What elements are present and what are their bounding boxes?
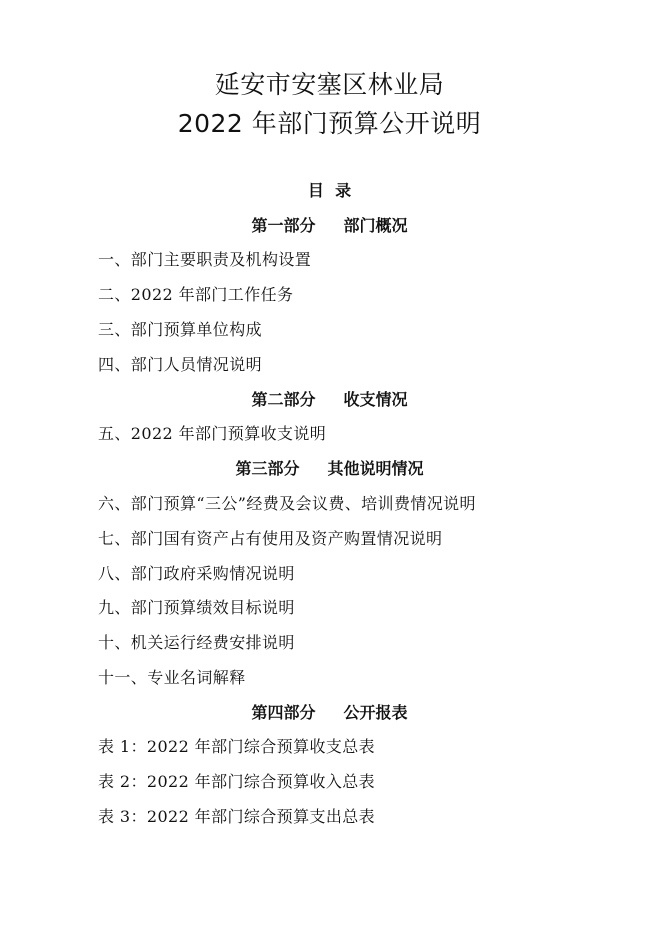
toc-item-7: 七、部门国有资产占有使用及资产购置情况说明 (98, 529, 443, 548)
part-1-name: 部门概况 (343, 216, 408, 235)
toc-item-1: 一、部门主要职责及机构设置 (98, 250, 312, 269)
document-title-line1: 延安市安塞区林业局 (214, 70, 445, 99)
part-2-heading (0, 390, 659, 410)
part-2-number: 第二部分 (251, 390, 316, 409)
toc-item-9: 九、部门预算绩效目标说明 (98, 598, 295, 617)
part-3-heading (0, 459, 659, 479)
toc-item-8: 八、部门政府采购情况说明 (98, 564, 295, 583)
document-title-line2: 2022 年部门预算公开说明 (177, 109, 482, 138)
toc-item-4: 四、部门人员情况说明 (98, 355, 263, 374)
part-4-name: 公开报表 (343, 703, 408, 722)
toc-item-10: 十、机关运行经费安排说明 (98, 633, 295, 652)
toc-item-5: 五、2022 年部门预算收支说明 (98, 424, 327, 443)
toc-item-6: 六、部门预算“三公”经费及会议费、培训费情况说明 (98, 494, 476, 513)
toc-item-2: 二、2022 年部门工作任务 (98, 285, 294, 304)
part-1-heading (0, 216, 659, 236)
toc-item-table-2: 表 2：2022 年部门综合预算收入总表 (98, 772, 376, 791)
toc-item-table-3: 表 3：2022 年部门综合预算支出总表 (98, 807, 376, 826)
part-1-number: 第一部分 (251, 216, 316, 235)
part-3-name: 其他说明情况 (327, 459, 424, 478)
toc-item-3: 三、部门预算单位构成 (98, 320, 263, 339)
toc-item-11: 十一、专业名词解释 (98, 668, 246, 687)
part-4-heading (0, 703, 659, 723)
part-4-number: 第四部分 (251, 703, 316, 722)
toc-item-table-1: 表 1：2022 年部门综合预算收支总表 (98, 737, 376, 756)
part-2-name: 收支情况 (343, 390, 408, 409)
part-3-number: 第三部分 (235, 459, 300, 478)
toc-heading: 目 录 (307, 181, 352, 200)
